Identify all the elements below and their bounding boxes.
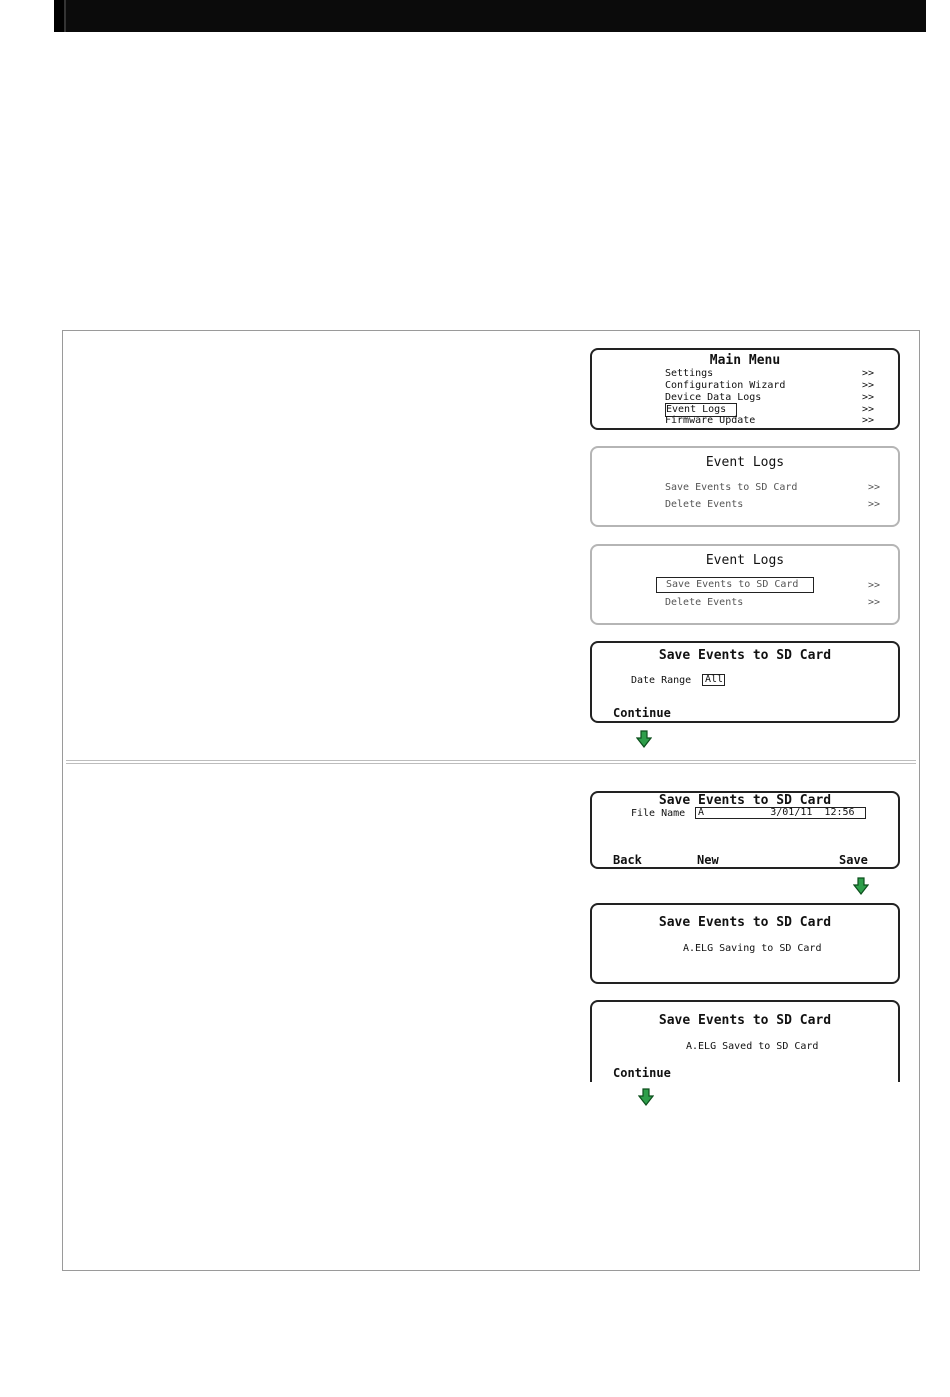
chevron-icon: >> [862,415,875,426]
save-events-title: Save Events to SD Card [658,793,832,808]
menu-item-save-events-selected[interactable]: Save Events to SD Card [656,577,814,593]
back-softkey[interactable]: Back [613,853,642,867]
chevron-icon: >> [868,580,881,591]
chevron-icon: >> [862,392,875,403]
save-events-title: Save Events to SD Card [658,1013,832,1028]
continue-softkey[interactable]: Continue [613,1066,671,1080]
event-logs-title: Event Logs [705,455,785,470]
menu-item-settings[interactable]: Settings [665,368,714,379]
lcd-save-date-range [590,641,900,723]
chevron-icon: >> [862,380,875,391]
lcd-saving [590,903,900,984]
lcd-main-menu [590,348,900,430]
saving-message: A.ELG Saving to SD Card [683,943,822,954]
down-arrow-icon [638,1088,654,1106]
lcd-event-logs-selected [590,544,900,625]
date-range-field[interactable]: All [702,674,725,686]
down-arrow-icon [853,877,869,895]
menu-item-event-logs[interactable]: Event Logs [666,404,736,416]
menu-item-device-data-logs[interactable]: Device Data Logs [665,392,762,403]
lcd-save-file-name [590,791,900,869]
chevron-icon: >> [868,499,881,510]
saved-message: A.ELG Saved to SD Card [686,1041,819,1052]
down-arrow-icon [636,730,652,748]
file-name-label: File Name [631,808,686,819]
save-events-title: Save Events to SD Card [658,915,832,930]
menu-item-delete-events[interactable]: Delete Events [665,597,744,608]
menu-item-configuration-wizard[interactable]: Configuration Wizard [665,380,786,391]
event-logs-title: Event Logs [705,553,785,568]
menu-item-delete-events[interactable]: Delete Events [665,499,744,510]
menu-item-save-events[interactable]: Save Events to SD Card [665,482,798,493]
save-events-title: Save Events to SD Card [658,648,832,663]
header-accent [54,0,66,32]
main-menu-title: Main Menu [709,353,781,368]
chevron-icon: >> [868,597,881,608]
section-divider [66,760,916,764]
file-name-field[interactable]: A 3/01/11 12:56 [695,807,866,819]
chevron-icon: >> [862,368,875,379]
header-bar [54,0,926,32]
chevron-icon: >> [862,404,875,415]
chevron-icon: >> [868,482,881,493]
new-softkey[interactable]: New [697,853,719,867]
date-range-label: Date Range [631,675,692,686]
save-softkey[interactable]: Save [839,853,868,867]
continue-softkey[interactable]: Continue [613,706,671,720]
menu-item-firmware-update[interactable]: Firmware Update [665,415,756,426]
lcd-saved [590,1000,900,1082]
lcd-event-logs [590,446,900,527]
